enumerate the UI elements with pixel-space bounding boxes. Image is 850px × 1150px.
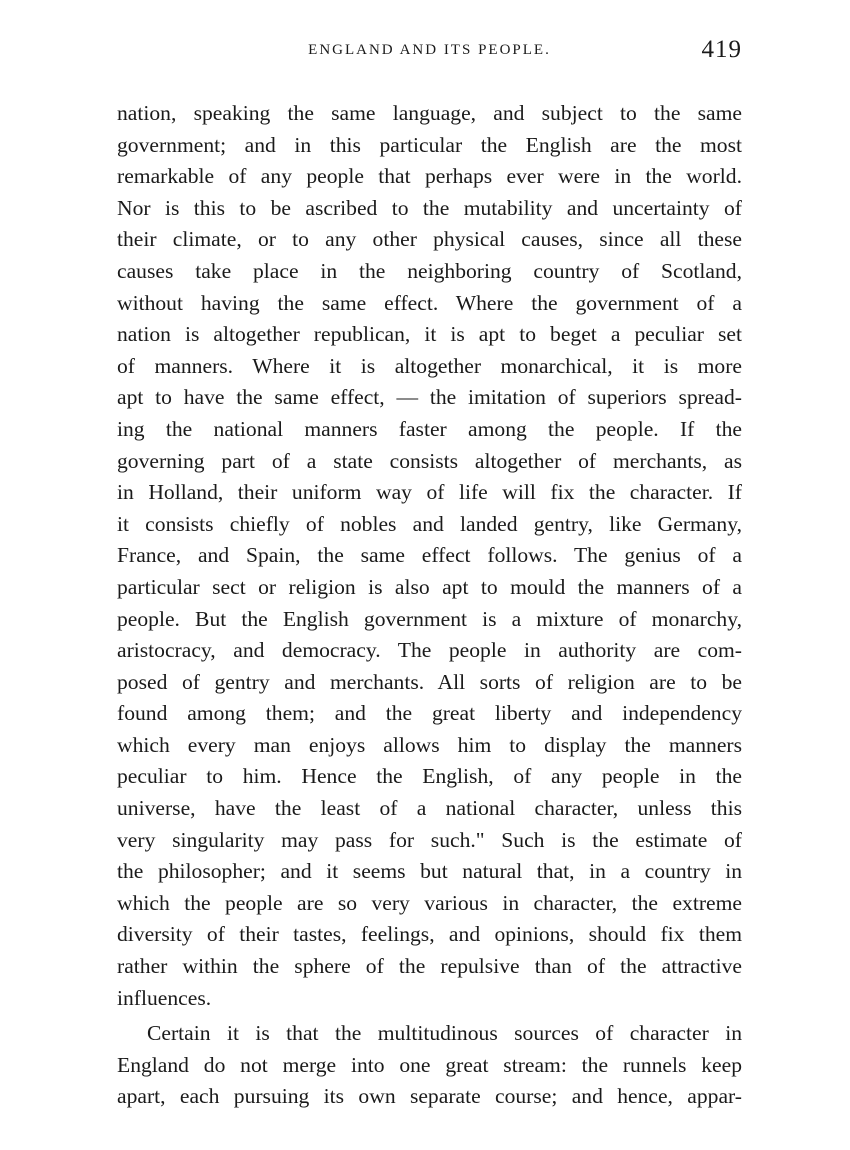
text-line: without having the same effect. Where the government of a <box>117 290 742 315</box>
body-text <box>117 98 742 1113</box>
text-line: nation, speaking the same language, and subject to the same <box>117 101 742 125</box>
paragraph <box>117 98 742 1014</box>
text-line: universe, have the least of a national character, unless this <box>117 796 742 821</box>
text-line: people. But the English government is a mixture of monarchy, <box>117 606 742 631</box>
text-line: remarkable of any people that perhaps ever were in the world. <box>117 164 742 189</box>
text-line: particular sect or religion is also apt to mould the manners of a <box>117 574 742 599</box>
text-line: France, and Spain, the same effect follows. The genius of a <box>117 543 742 568</box>
text-line: in Holland, their uniform way of life will fix the character. If <box>117 480 742 505</box>
text-line: Certain it is that the multitudinous sources of character in <box>147 1021 742 1046</box>
text-line: apt to have the same effect, — the imitation of superiors spread- <box>117 385 742 410</box>
text-line: Nor is this to be ascribed to the mutability and uncertainty of <box>117 195 742 220</box>
text-line: causes take place in the neighboring country of Scotland, <box>117 258 742 283</box>
text-line: peculiar to him. Hence the English, of any people in the <box>117 764 742 789</box>
text-line: the philosopher; and it seems but natural that, in a country in <box>117 859 742 884</box>
text-line: aristocracy, and democracy. The people in authority are com- <box>117 638 742 663</box>
text-line: which the people are so very various in character, the extreme <box>117 890 742 915</box>
text-line: which every man enjoys allows him to display the manners <box>117 732 742 757</box>
text-line: found among them; and the great liberty and independency <box>117 701 742 726</box>
text-line: rather within the sphere of the repulsive than of the attractive <box>117 954 742 979</box>
text-line: diversity of their tastes, feelings, and opinions, should fix them <box>117 922 742 947</box>
text-line: of manners. Where it is altogether monarchical, it is more <box>117 353 742 378</box>
text-line: England do not merge into one great stream: the runnels keep <box>117 1052 742 1077</box>
text-line: their climate, or to any other physical causes, since all these <box>117 227 742 252</box>
running-head <box>117 38 742 68</box>
text-line: government; and in this particular the English are the most <box>117 132 742 157</box>
text-line: influences. <box>117 985 212 1010</box>
running-title: ENGLAND AND ITS PEOPLE. <box>308 42 551 58</box>
paragraph <box>117 1018 742 1113</box>
text-line: ing the national manners faster among the people. If the <box>117 416 742 441</box>
text-line: very singularity may pass for such." Such is the estimate of <box>117 827 742 852</box>
text-line: nation is altogether republican, it is apt to beget a peculiar set <box>117 322 742 347</box>
page-number: 419 <box>701 36 742 63</box>
text-line: posed of gentry and merchants. All sorts of religion are to be <box>117 669 742 694</box>
text-line: governing part of a state consists altogether of merchants, as <box>117 448 742 473</box>
text-line: apart, each pursuing its own separate course; and hence, appar- <box>117 1084 742 1109</box>
text-line: it consists chiefly of nobles and landed gentry, like Germany, <box>117 511 742 536</box>
